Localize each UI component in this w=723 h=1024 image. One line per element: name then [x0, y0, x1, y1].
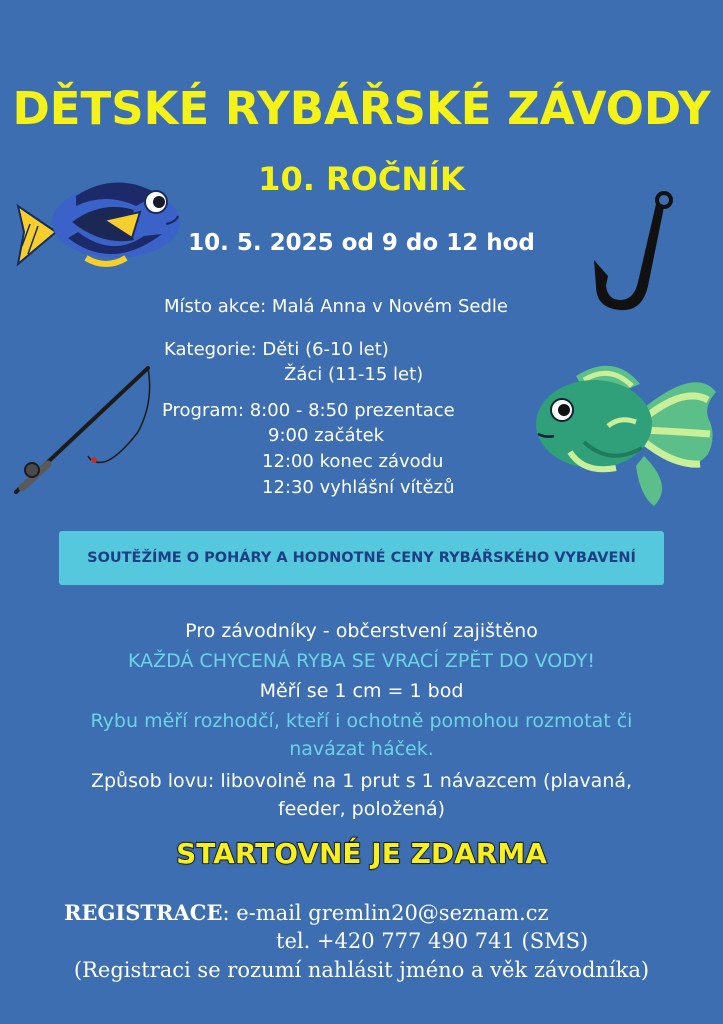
referee-text-2: navázat háček. — [289, 738, 434, 760]
green-fish-icon — [524, 356, 718, 508]
method-text: Způsob lovu: libovolně na 1 prut s 1 návazcem (plavaná, — [90, 770, 633, 792]
edition-subtitle: 10. ROČNÍK — [258, 160, 465, 198]
prize-banner-text: SOUTĚŽÍME O POHÁRY A HODNOTNÉ CENY RYBÁŘSKÉHO VYBAVENÍ — [87, 550, 636, 566]
referee-text: Rybu měří rozhodčí, kteří i ochotně pomohou rozmotat či — [90, 710, 633, 732]
scoring-text: Měří se 1 cm = 1 bod — [259, 680, 464, 702]
registration-phone: tel. +420 777 490 741 (SMS) — [276, 929, 589, 953]
event-date: 10. 5. 2025 od 9 do 12 hod — [188, 230, 535, 256]
page-title: DĚTSKÉ RYBÁŘSKÉ ZÁVODY — [12, 82, 711, 135]
method-text-2: feeder, položená) — [277, 798, 446, 820]
category-text-2: Žáci (11-15 let) — [284, 364, 424, 385]
program-text-2: 9:00 začátek — [268, 425, 385, 446]
fishing-rod-icon — [8, 362, 156, 498]
registration-label: REGISTRACE — [64, 900, 223, 925]
fishing-hook-icon — [588, 190, 678, 318]
program-text: Program: 8:00 - 8:50 prezentace — [162, 400, 455, 421]
refreshment-text: Pro závodníky - občerstvení zajištěno — [185, 620, 538, 642]
registration-email: : e-mail gremlin20@seznam.cz — [222, 901, 549, 925]
program-text-4: 12:30 vyhlášní vítězů — [262, 477, 455, 498]
free-entry-text: STARTOVNÉ JE ZDARMA — [176, 837, 547, 870]
catch-release-text: KAŽDÁ CHYCENÁ RYBA SE VRACÍ ZPĚT DO VODY! — [127, 650, 596, 672]
program-text-3: 12:00 konec závodu — [262, 451, 444, 472]
place-text: Místo akce: Malá Anna v Novém Sedle — [164, 296, 508, 317]
registration-line — [64, 902, 549, 924]
prize-banner — [59, 531, 664, 585]
registration-note: (Registraci se rozumí nahlásit jméno a věk závodníka) — [73, 958, 650, 982]
category-text: Kategorie: Děti (6-10 let) — [164, 339, 389, 360]
blue-tang-fish-icon — [16, 176, 180, 274]
